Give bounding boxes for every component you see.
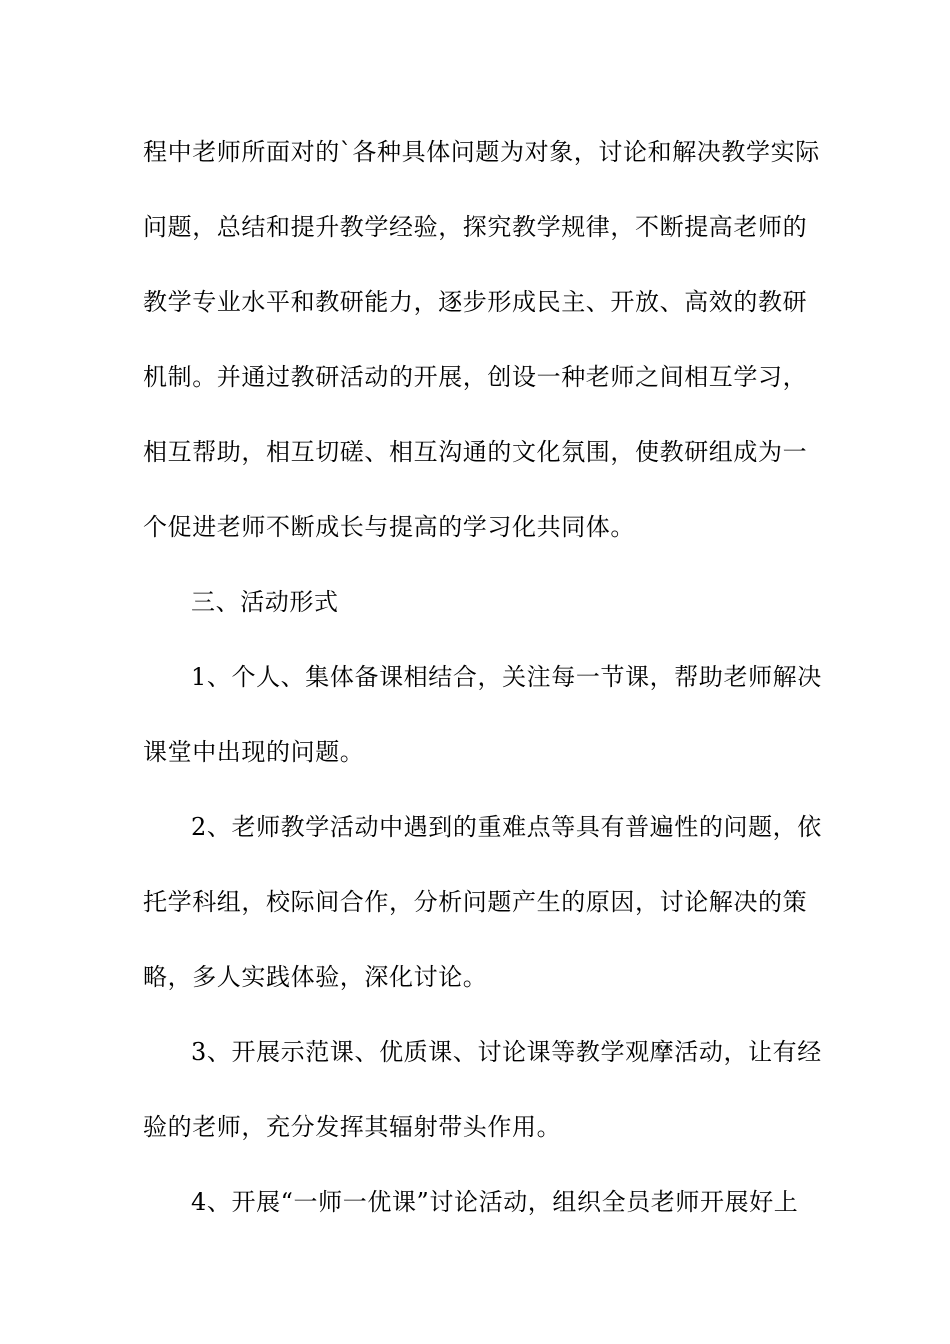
list-item-4-line: 4、开展“一师一优课”讨论活动，组织全员老师开展好上 bbox=[191, 1188, 799, 1216]
list-item-1-line: 课堂中出现的问题。 bbox=[143, 738, 365, 766]
list-item-1-line: 1、个人、集体备课相结合，关注每一节课，帮助老师解决 bbox=[191, 663, 822, 691]
paragraph-line: 机制。并通过教研活动的开展，创设一种老师之间相互学习， bbox=[143, 363, 808, 391]
list-item-2-line: 2、老师教学活动中遇到的重难点等具有普遍性的问题，依 bbox=[191, 813, 822, 841]
list-item-3-line: 验的老师，充分发挥其辐射带头作用。 bbox=[143, 1113, 562, 1141]
list-item-2-line: 托学科组，校际间合作，分析问题产生的原因，讨论解决的策 bbox=[143, 888, 808, 916]
list-item-2-line: 略，多人实践体验，深化讨论。 bbox=[143, 963, 488, 991]
paragraph-line: 程中老师所面对的`各种具体问题为对象，讨论和解决教学实际 bbox=[143, 138, 820, 166]
section-heading: 三、活动形式 bbox=[191, 588, 339, 616]
paragraph-line: 问题，总结和提升教学经验，探究教学规律，不断提高老师的 bbox=[143, 213, 808, 241]
paragraph-line: 个促进老师不断成长与提高的学习化共同体。 bbox=[143, 513, 635, 541]
list-item-3-line: 3、开展示范课、优质课、讨论课等教学观摩活动，让有经 bbox=[191, 1038, 822, 1066]
paragraph-line: 教学专业水平和教研能力，逐步形成民主、开放、高效的教研 bbox=[143, 288, 808, 316]
paragraph-line: 相互帮助，相互切磋、相互沟通的文化氛围，使教研组成为一 bbox=[143, 438, 808, 466]
